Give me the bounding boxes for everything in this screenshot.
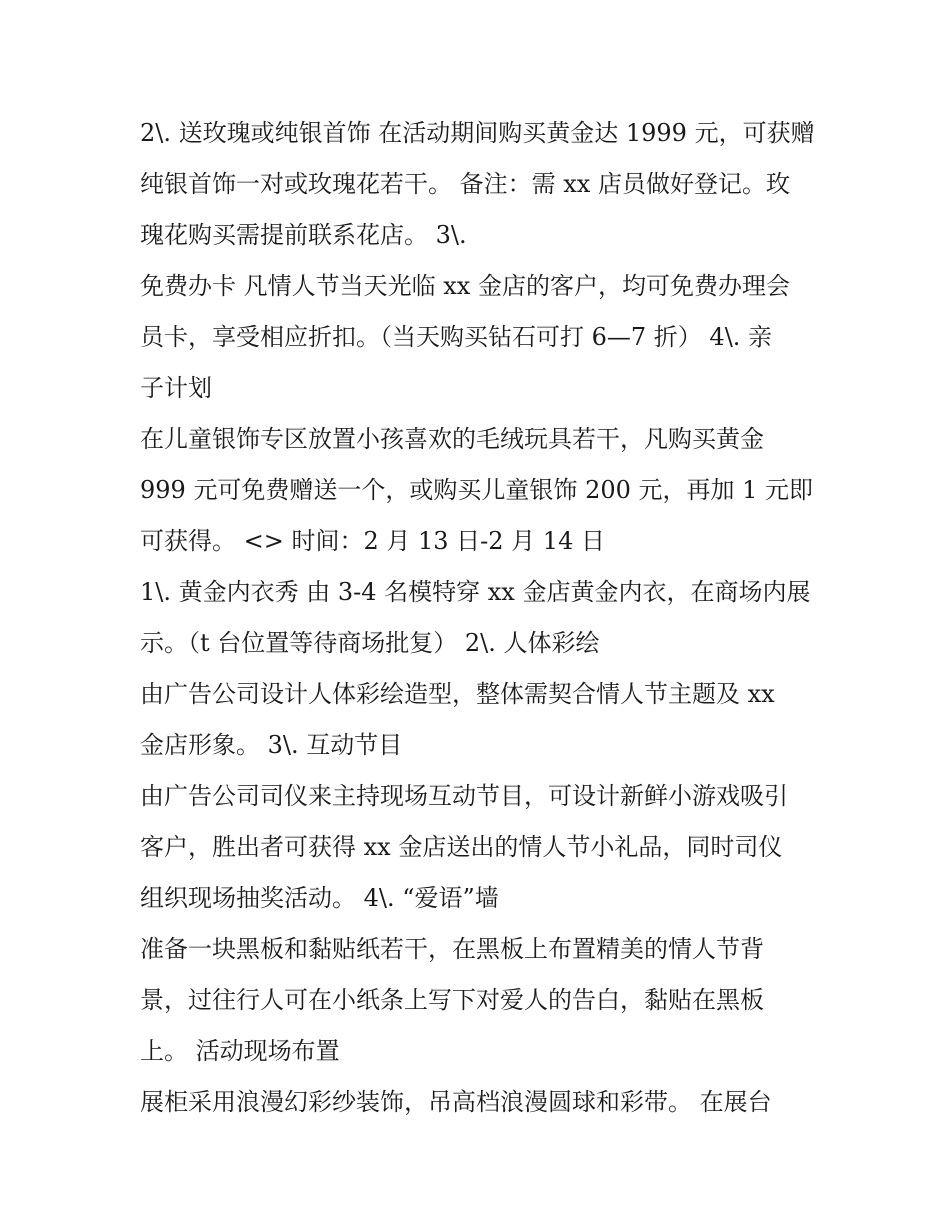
text-line: 员卡，享受相应折扣。（当天购买钻石可打 6—7 折） 4\. 亲 bbox=[140, 323, 773, 351]
text-line: 由广告公司设计人体彩绘造型，整体需契合情人节主题及 xx bbox=[140, 680, 775, 708]
text-line: 瑰花购买需提前联系花店。 3\. bbox=[140, 221, 467, 249]
text-line: 客户，胜出者可获得 xx 金店送出的情人节小礼品，同时司仪 bbox=[140, 833, 783, 861]
text-line: 2\. 送玫瑰或纯银首饰 在活动期间购买黄金达 1999 元，可获赠 bbox=[140, 119, 815, 147]
text-line: 子计划 bbox=[140, 374, 212, 402]
text-line: 组织现场抽奖活动。 4\. “爱语”墙 bbox=[140, 884, 499, 912]
text-line: 金店形象。 3\. 互动节目 bbox=[140, 731, 403, 759]
text-line: 由广告公司司仪来主持现场互动节目，可设计新鲜小游戏吸引 bbox=[140, 782, 788, 810]
text-line: 示。（t 台位置等待商场批复） 2\. 人体彩绘 bbox=[140, 629, 600, 657]
text-line: 上。 活动现场布置 bbox=[140, 1037, 340, 1065]
text-line: 可获得。 <> 时间：2 月 13 日-2 月 14 日 bbox=[140, 527, 605, 555]
text-line: 免费办卡 凡情人节当天光临 xx 金店的客户，均可免费办理会 bbox=[140, 272, 790, 300]
document-body bbox=[140, 108, 820, 1128]
text-line: 999 元可免费赠送一个，或购买儿童银饰 200 元，再加 1 元即 bbox=[140, 476, 814, 504]
text-line: 纯银首饰一对或玫瑰花若干。 备注：需 xx 店员做好登记。玫 bbox=[140, 170, 790, 198]
text-line: 在儿童银饰专区放置小孩喜欢的毛绒玩具若干，凡购买黄金 bbox=[140, 425, 764, 453]
text-line: 准备一块黑板和黏贴纸若干，在黑板上布置精美的情人节背 bbox=[140, 935, 764, 963]
text-line: 景，过往行人可在小纸条上写下对爱人的告白，黏贴在黑板 bbox=[140, 986, 764, 1014]
text-line: 展柜采用浪漫幻彩纱装饰，吊高档浪漫圆球和彩带。 在展台 bbox=[140, 1088, 772, 1116]
text-line: 1\. 黄金内衣秀 由 3-4 名模特穿 xx 金店黄金内衣，在商场内展 bbox=[140, 578, 811, 606]
